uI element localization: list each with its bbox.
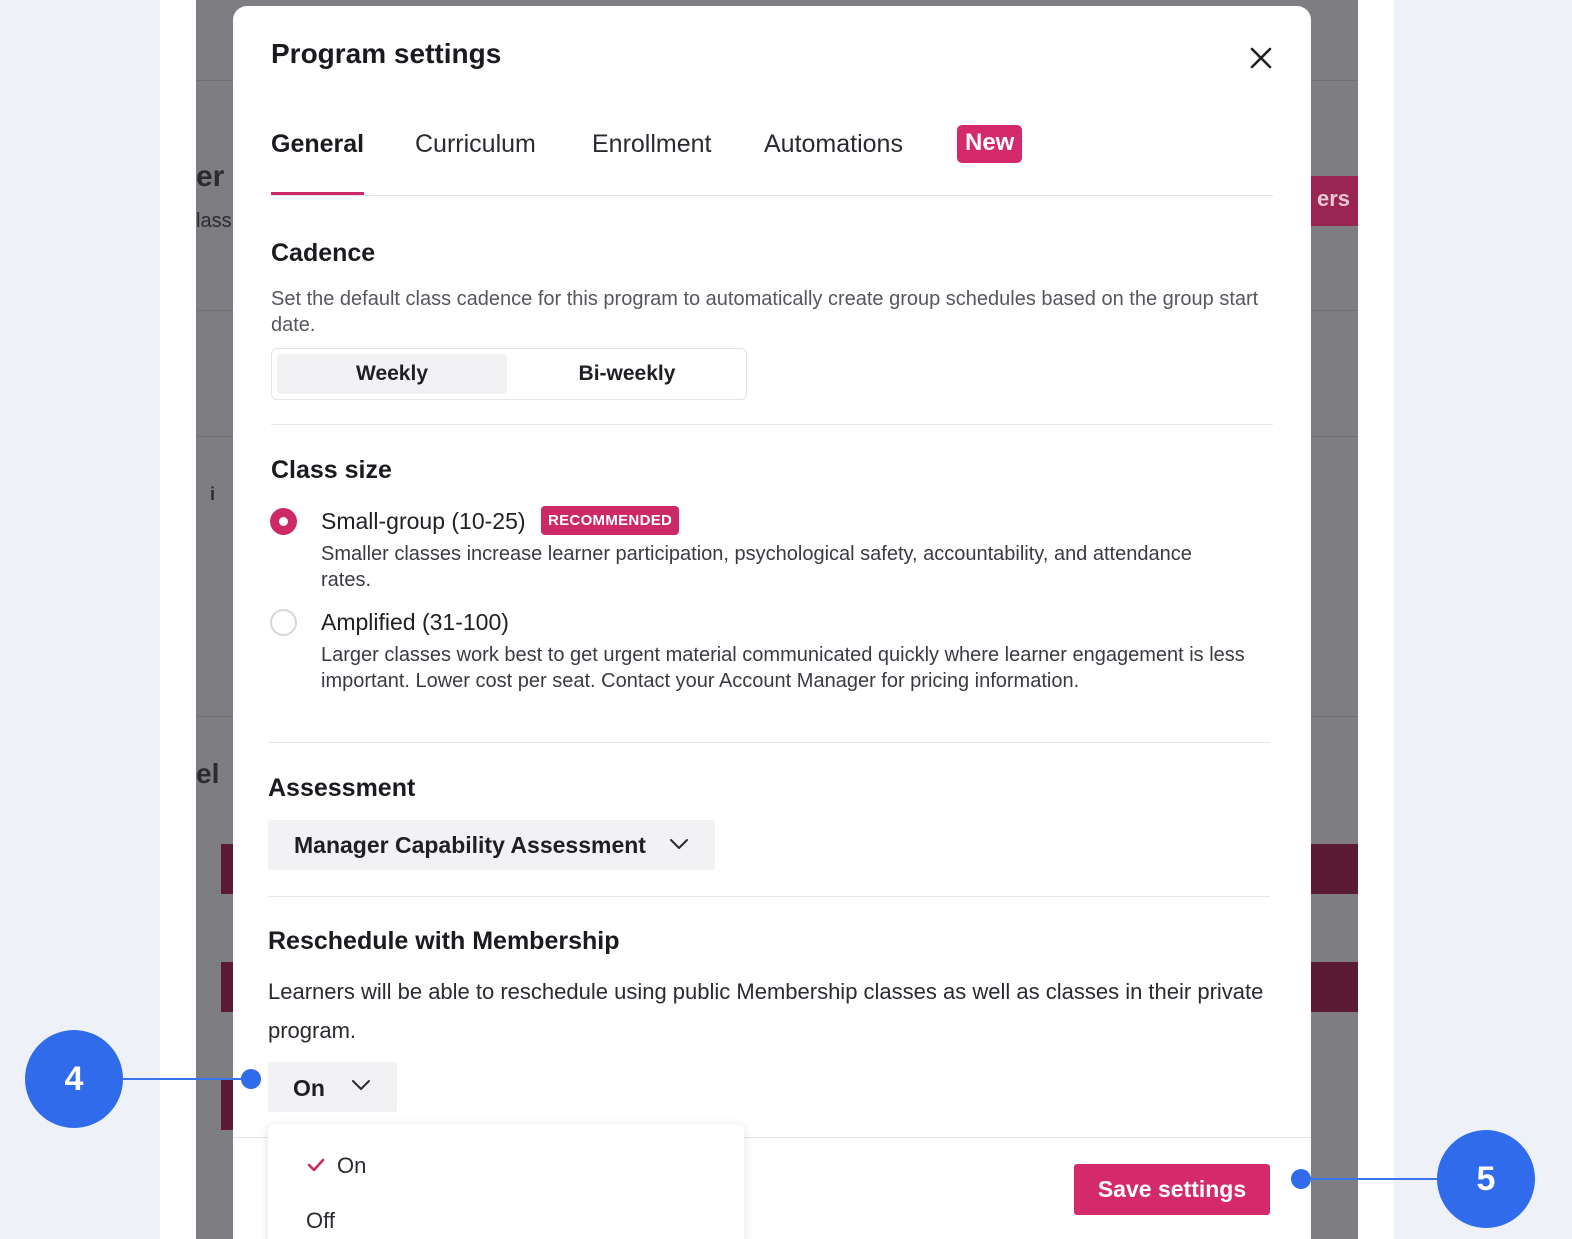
- backdrop-button-fragment: ers: [1311, 176, 1358, 226]
- callout-dot-4: [241, 1069, 261, 1089]
- menu-option-on-label: On: [337, 1153, 367, 1178]
- cadence-title: Cadence: [271, 239, 376, 267]
- reschedule-options-menu: [268, 1124, 744, 1239]
- reschedule-description: Learners will be able to reschedule using public Membership classes as well as classes in their private program.: [268, 979, 1264, 1043]
- recommended-badge: RECOMMENDED: [541, 506, 679, 535]
- callout-line-5: [1300, 1178, 1437, 1180]
- tab-enrollment[interactable]: Enrollment: [592, 130, 712, 158]
- assessment-title: Assessment: [268, 774, 416, 802]
- assessment-dropdown[interactable]: [268, 820, 715, 870]
- close-icon: [1243, 40, 1279, 76]
- amplified-radio[interactable]: [270, 609, 297, 636]
- cadence-description: Set the default class cadence for this program to automatically create group schedules based on the group start date.: [271, 288, 1259, 336]
- backdrop-row: [221, 1080, 233, 1130]
- backdrop-info-fragment: i: [210, 484, 216, 504]
- close-button[interactable]: [1243, 40, 1279, 76]
- assessment-selected-value: Manager Capability Assessment: [294, 832, 646, 858]
- menu-option-off-label: Off: [306, 1208, 335, 1233]
- callout-line-4: [123, 1078, 251, 1080]
- callout-badge-4: 4: [25, 1030, 123, 1128]
- chevron-down-icon: [350, 1074, 372, 1096]
- section-divider: [268, 742, 1270, 743]
- program-settings-modal: [233, 6, 1311, 1239]
- tab-automations[interactable]: Automations: [764, 130, 903, 158]
- modal-title: Program settings: [271, 38, 502, 69]
- backdrop-row: [221, 844, 233, 894]
- settings-tabs: [271, 116, 1273, 196]
- tab-general[interactable]: General: [271, 130, 365, 158]
- backdrop-subtext-fragment: lass: [196, 210, 232, 232]
- small-group-label[interactable]: Small-group (10-25): [321, 508, 526, 534]
- section-divider: [271, 424, 1273, 425]
- reschedule-selected-value: On: [293, 1075, 325, 1101]
- amplified-description: Larger classes work best to get urgent material communicated quickly where learner engagement is less important. Lower cost per seat. Contact your Account Manager for pricing information.: [321, 644, 1245, 692]
- menu-option-off[interactable]: [268, 1196, 744, 1239]
- active-tab-indicator: [271, 192, 364, 195]
- menu-option-on[interactable]: [268, 1141, 744, 1191]
- chevron-down-icon: [668, 833, 690, 855]
- new-badge: New: [957, 125, 1022, 163]
- cadence-option-biweekly[interactable]: Bi-weekly: [578, 362, 676, 385]
- callout-badge-5: 5: [1437, 1130, 1535, 1228]
- cadence-toggle: [271, 348, 747, 400]
- callout-dot-5: [1291, 1169, 1311, 1189]
- backdrop-row: [221, 962, 233, 1012]
- reschedule-title: Reschedule with Membership: [268, 927, 620, 955]
- class-size-title: Class size: [271, 456, 392, 484]
- tab-curriculum[interactable]: Curriculum: [415, 130, 536, 158]
- backdrop-heading-fragment: er: [196, 160, 225, 193]
- save-settings-button[interactable]: Save settings: [1074, 1164, 1270, 1215]
- backdrop-label-fragment: el: [196, 758, 220, 789]
- small-group-radio[interactable]: [270, 508, 297, 535]
- check-icon: [306, 1155, 326, 1175]
- backdrop-row: [1311, 962, 1358, 1012]
- reschedule-dropdown[interactable]: [268, 1062, 397, 1112]
- backdrop-row: [1311, 844, 1358, 894]
- amplified-label[interactable]: Amplified (31-100): [321, 609, 509, 635]
- section-divider: [268, 896, 1270, 897]
- small-group-description: Smaller classes increase learner participation, psychological safety, accountability, and attendance rates.: [321, 543, 1192, 591]
- cadence-option-weekly[interactable]: Weekly: [277, 354, 507, 394]
